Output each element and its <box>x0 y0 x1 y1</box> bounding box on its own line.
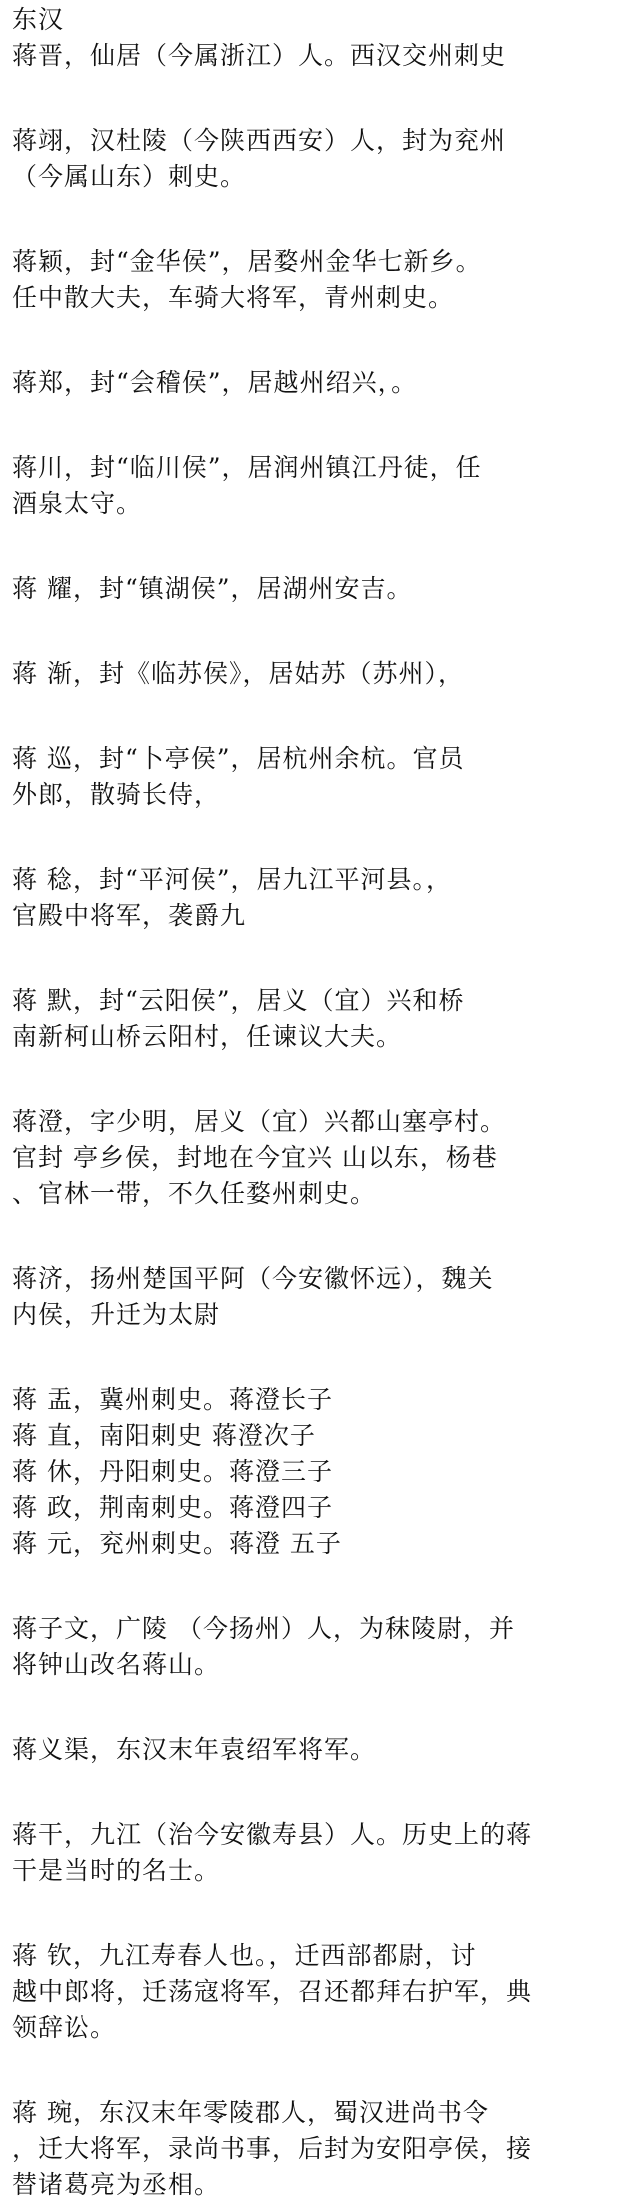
entry-line: 蒋 直，南阳刺史 蒋澄次子 <box>12 1421 316 1450</box>
entry-line: 越中郎将，迁荡寇将军，召还都拜右护军，典 <box>12 1977 533 2006</box>
entry-line: 蒋 巡，封“卜亭侯”，居杭州余杭。官员 <box>12 744 465 773</box>
entry-line: 蒋 盂，冀州刺史。蒋澄长子 <box>12 1385 333 1414</box>
entry-line: 替诸葛亮为丞相。 <box>12 2170 221 2199</box>
entry-line: 蒋 政，荆南刺史。蒋澄四子 <box>12 1493 333 1522</box>
entry-line: 蒋义渠，东汉末年袁绍军将军。 <box>12 1735 377 1764</box>
entry-line: 官殿中将军，袭爵九 <box>12 901 247 930</box>
entry-line: 蒋子文，广陵 （今扬州）人，为秣陵尉，并 <box>12 1614 515 1643</box>
entry-line: 南新柯山桥云阳村，任谏议大夫。 <box>12 1022 403 1051</box>
entry-line: 任中散大夫，车骑大将军，青州刺史。 <box>12 283 455 312</box>
entry-line: 蒋 元，兖州刺史。蒋澄 五子 <box>12 1529 342 1558</box>
entry-line: ，迁大将军，录尚书事，后封为安阳亭侯，接 <box>12 2134 533 2163</box>
entry-line: 蒋澄，字少明，居义（宜）兴都山塞亭村。 <box>12 1107 507 1136</box>
entry-line: 蒋 渐，封《临苏侯》，居姑苏（苏州）， <box>12 659 464 688</box>
entry-line: 蒋 默，封“云阳侯”，居义（宜）兴和桥 <box>12 986 465 1015</box>
entry-line: 、官林一带，不久任婺州刺史。 <box>12 1179 377 1208</box>
entry-line: 蒋颖，封“金华侯”，居婺州金华七新乡。 <box>12 247 482 276</box>
entry-line: 蒋川，封“临川侯”，居润州镇江丹徒，任 <box>12 453 482 482</box>
entry-line: 官封 亭乡侯，封地在今宜兴 山以东，杨巷 <box>12 1143 498 1172</box>
entry-line: 蒋郑，封“会稽侯”，居越州绍兴，。 <box>12 368 418 397</box>
section-heading: 东汉 <box>12 5 65 34</box>
entry-line: 蒋 琬，东汉末年零陵郡人，蜀汉进尚书令 <box>12 2098 489 2127</box>
entry-line: 蒋翊，汉杜陵（今陕西西安）人，封为兖州 <box>12 126 507 155</box>
entry-line: 蒋济，扬州楚国平阿（今安徽怀远），魏关 <box>12 1264 494 1293</box>
entry-line: 蒋 休，丹阳刺史。蒋澄三子 <box>12 1457 333 1486</box>
entry-line: 干是当时的名士。 <box>12 1856 221 1885</box>
entry-line: 蒋晋，仙居（今属浙江）人。西汉交州刺史 <box>12 41 507 70</box>
entry-line: 蒋 钦，九江寿春人也。，迁西部都尉，讨 <box>12 1941 477 1970</box>
entry-line: 酒泉太守。 <box>12 489 143 518</box>
entry-line: （今属山东）刺史。 <box>12 162 247 191</box>
entry-line: 领辞讼。 <box>12 2013 117 2042</box>
entry-line: 蒋 耀，封“镇湖侯”，居湖州安吉。 <box>12 574 413 603</box>
entry-line: 蒋 稔，封“平河侯”，居九江平河县。， <box>12 865 453 894</box>
entry-line: 将钟山改名蒋山。 <box>12 1650 221 1679</box>
entry-line: 蒋干，九江（治今安徽寿县）人。历史上的蒋 <box>12 1820 533 1849</box>
entry-line: 内侯，升迁为太尉 <box>12 1300 221 1329</box>
entry-line: 外郎，散骑长侍， <box>12 780 221 809</box>
